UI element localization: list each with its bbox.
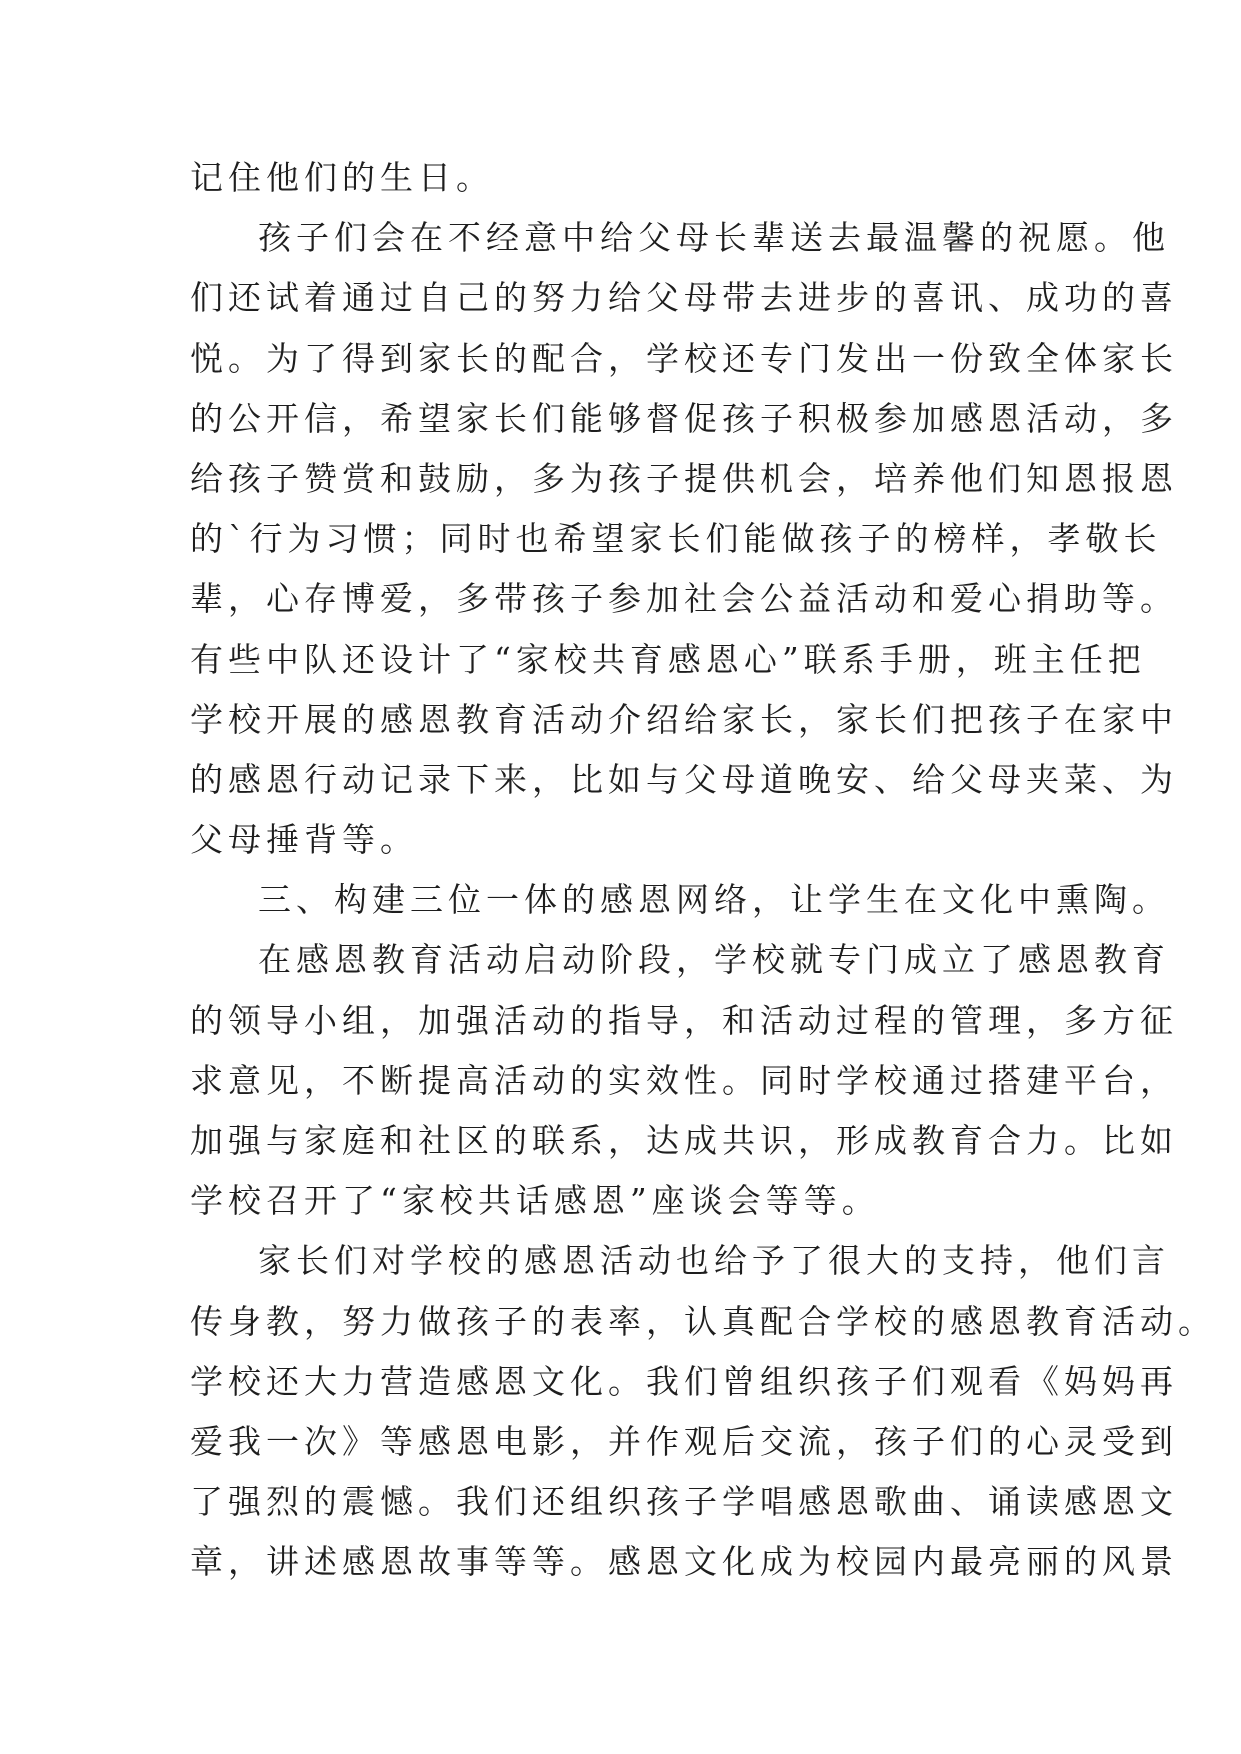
text-line: 辈，心存博爱，多带孩子参加社会公益活动和爱心捐助等。 xyxy=(190,579,1178,619)
paragraph-start-line: 孩子们会在不经意中给父母长辈送去最温馨的祝愿。他 xyxy=(258,218,1170,258)
document-body xyxy=(190,148,1216,1593)
text-line: 的领导小组，加强活动的指导，和活动过程的管理，多方征 xyxy=(190,1000,1178,1040)
section-heading: 三、构建三位一体的感恩网络，让学生在文化中熏陶。 xyxy=(258,880,1170,920)
paragraph-start-line: 家长们对学校的感恩活动也给予了很大的支持，他们言 xyxy=(258,1241,1170,1281)
text-line: 爱我一次》等感恩电影，并作观后交流，孩子们的心灵受到 xyxy=(190,1421,1178,1461)
text-line: 的公开信，希望家长们能够督促孩子积极参加感恩活动，多 xyxy=(190,398,1178,438)
text-line: 学校召开了“家校共话感恩”座谈会等等。 xyxy=(190,1181,880,1221)
text-line: 的`行为习惯；同时也希望家长们能做孩子的榜样，孝敬长 xyxy=(190,519,1162,559)
paragraph-start-line: 在感恩教育活动启动阶段，学校就专门成立了感恩教育 xyxy=(258,940,1170,980)
text-line: 学校还大力营造感恩文化。我们曾组织孩子们观看《妈妈再 xyxy=(190,1361,1178,1401)
text-line: 有些中队还设计了“家校共育感恩心”联系手册，班主任把 xyxy=(190,639,1146,679)
text-line: 的感恩行动记录下来，比如与父母道晚安、给父母夹菜、为 xyxy=(190,759,1178,799)
text-line: 传身教，努力做孩子的表率，认真配合学校的感恩教育活动。 xyxy=(190,1301,1216,1341)
text-line: 记住他们的生日。 xyxy=(190,158,494,197)
text-line: 章，讲述感恩故事等等。感恩文化成为校园内最亮丽的风景 xyxy=(190,1542,1178,1582)
text-line: 学校开展的感恩教育活动介绍给家长，家长们把孩子在家中 xyxy=(190,699,1178,739)
text-line: 给孩子赞赏和鼓励，多为孩子提供机会，培养他们知恩报恩 xyxy=(190,458,1178,498)
text-line: 父母捶背等。 xyxy=(190,820,418,860)
text-line: 了强烈的震憾。我们还组织孩子学唱感恩歌曲、诵读感恩文 xyxy=(190,1482,1178,1522)
text-line: 悦。为了得到家长的配合，学校还专门发出一份致全体家长 xyxy=(190,338,1178,378)
text-line: 加强与家庭和社区的联系，达成共识，形成教育合力。比如 xyxy=(190,1121,1178,1160)
text-line: 求意见，不断提高活动的实效性。同时学校通过搭建平台， xyxy=(190,1060,1178,1100)
text-line: 们还试着通过自己的努力给父母带去进步的喜讯、成功的喜 xyxy=(190,278,1178,318)
